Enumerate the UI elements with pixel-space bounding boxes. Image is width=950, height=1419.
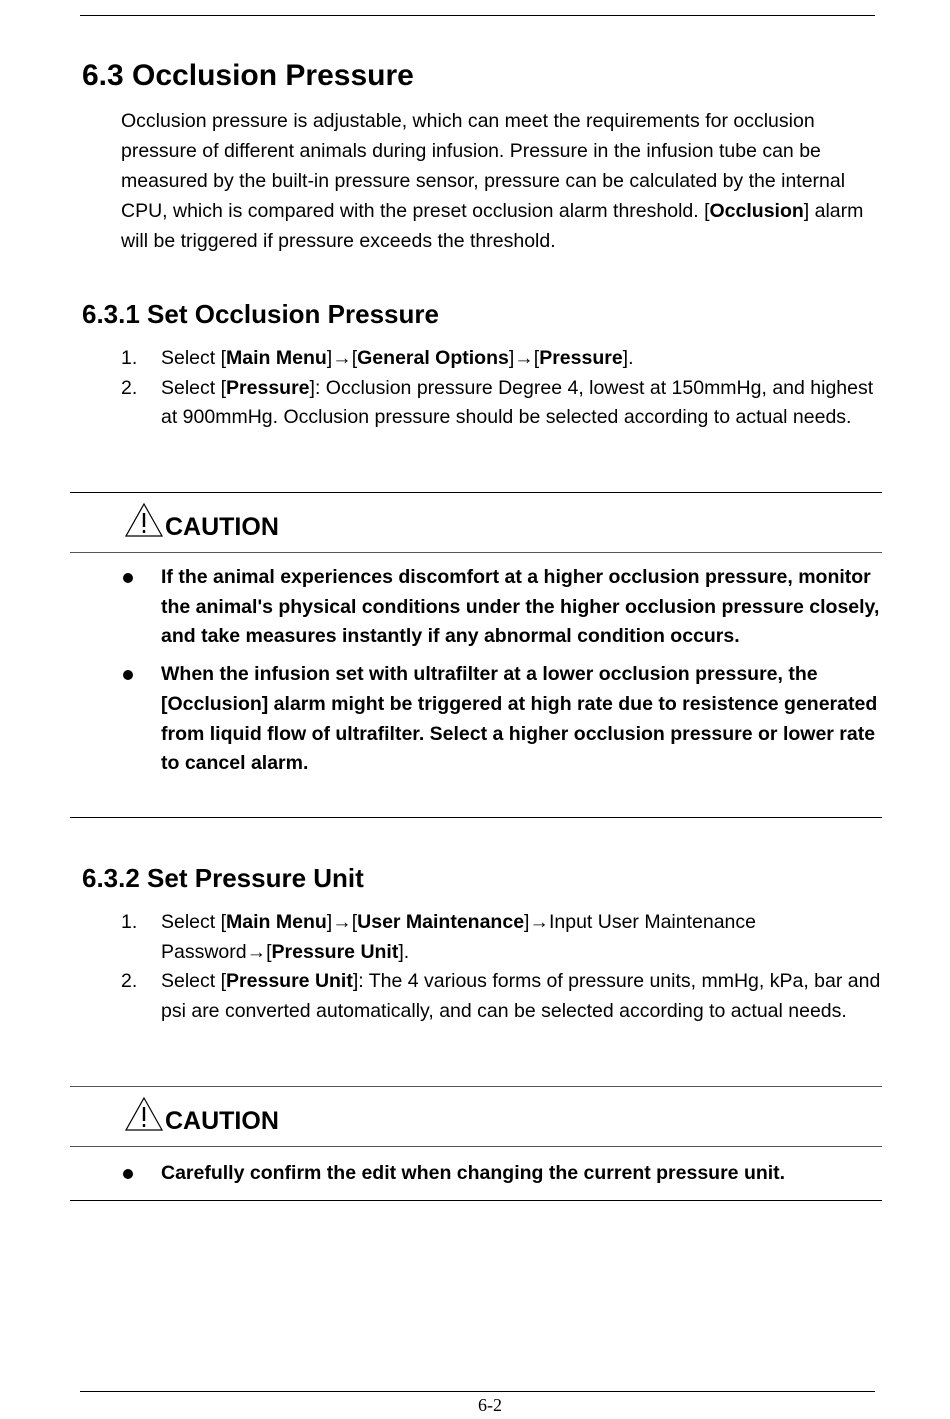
caution-divider [70,552,882,553]
intro-bold-occlusion: Occlusion [709,200,804,222]
caution-divider [70,1146,882,1147]
caution-label: CAUTION [165,1107,279,1135]
step-item [121,344,881,374]
step-item [121,967,881,1026]
caution-bottom-rule [70,817,882,818]
step-item [121,374,881,433]
step-text: Select [ [161,970,227,992]
caution-text: When the infusion set with ultrafilter at a lower occlusion pressure, the [Occlusion] alarm might be triggered at high rate due to resistence generated from liquid flow of ultrafilter. Select a higher occlusion pressure or lower rate to cancel alarm. [161,663,878,775]
warning-triangle-icon [124,502,164,538]
step-item [121,908,881,967]
bullet-dot-icon [123,670,133,680]
caution-text: If the animal experiences discomfort at a higher occlusion pressure, monitor the animal's physical conditions under the higher occlusion pressure closely, and take measures instantly if any abnormal condition occurs. [161,566,880,648]
caution-text: Carefully confirm the edit when changing the current pressure unit. [161,1162,786,1184]
step-text: ]→[ [326,911,358,933]
subsection-title-occlusion: 6.3.1 Set Occlusion Pressure [82,299,439,329]
caution-item [121,660,881,779]
warning-triangle-icon [124,1096,164,1132]
steps-pressure-unit [121,908,881,1026]
step-text: ]: The 4 various forms of pressure units, mmHg, kPa, bar and psi are converted automatically, and can be selected according to actual needs. [161,970,881,1022]
step-number: 2. [121,376,138,399]
section-title: 6.3 Occlusion Pressure [82,59,414,92]
bullet-dot-icon [123,573,133,583]
caution-label: CAUTION [165,513,279,541]
step-text: ]. [622,347,634,369]
section-intro [121,106,881,256]
step-text: Select [ [161,376,227,399]
menu-ref-main-menu: Main Menu [226,347,327,369]
step-text: ]: Occlusion pressure Degree 4, lowest at 150mmHg, and highest at 900mmHg. Occlusion pressure should be selected according to actual needs. [161,376,874,428]
steps-occlusion [121,344,881,433]
menu-ref-pressure-unit: Pressure Unit [271,940,399,963]
header-rule [80,15,875,16]
caution-bottom-rule [70,1200,882,1201]
step-number: 2. [121,970,138,992]
step-number: 1. [121,911,138,933]
caution-top-rule [70,492,882,493]
step-text: ]→Input User Maintenance Password→[ [161,911,756,963]
footer-rule [80,1391,875,1392]
subsection-title-pressure-unit: 6.3.2 Set Pressure Unit [82,863,364,893]
step-text: Select [ [161,347,227,369]
menu-ref-general-options: General Options [357,347,509,369]
step-text: ]→[ [326,347,358,369]
caution-item [121,563,881,652]
caution-item [121,1159,881,1189]
bullet-dot-icon [123,1169,133,1179]
step-text: ]→[ [508,347,540,369]
intro-text: Occlusion pressure is adjustable, which can meet the requirements for occlusion pressure of different animals during infusion. Pressure in the infusion tube can be measured by the built-in pressure sensor, pressure can be calculated by the internal CPU, which is compared with the preset occlusion alarm threshold. [ [121,110,846,222]
caution-heading [124,1096,279,1136]
caution-top-rule [70,1086,882,1087]
caution-list [121,563,881,787]
step-number: 1. [121,347,138,369]
menu-ref-main-menu: Main Menu [226,911,327,933]
step-text: ]. [398,940,410,963]
menu-ref-pressure: Pressure [539,347,623,369]
caution-list [121,1159,881,1197]
intro-text-tail: ] alarm will be triggered if pressure exceeds the threshold. [121,200,864,252]
menu-ref-pressure-unit: Pressure Unit [226,970,353,992]
caution-heading [124,502,279,542]
menu-ref-pressure: Pressure [226,376,310,399]
page-number: 6-2 [478,1395,502,1415]
menu-ref-user-maintenance: User Maintenance [357,911,525,933]
step-text: Select [ [161,911,227,933]
